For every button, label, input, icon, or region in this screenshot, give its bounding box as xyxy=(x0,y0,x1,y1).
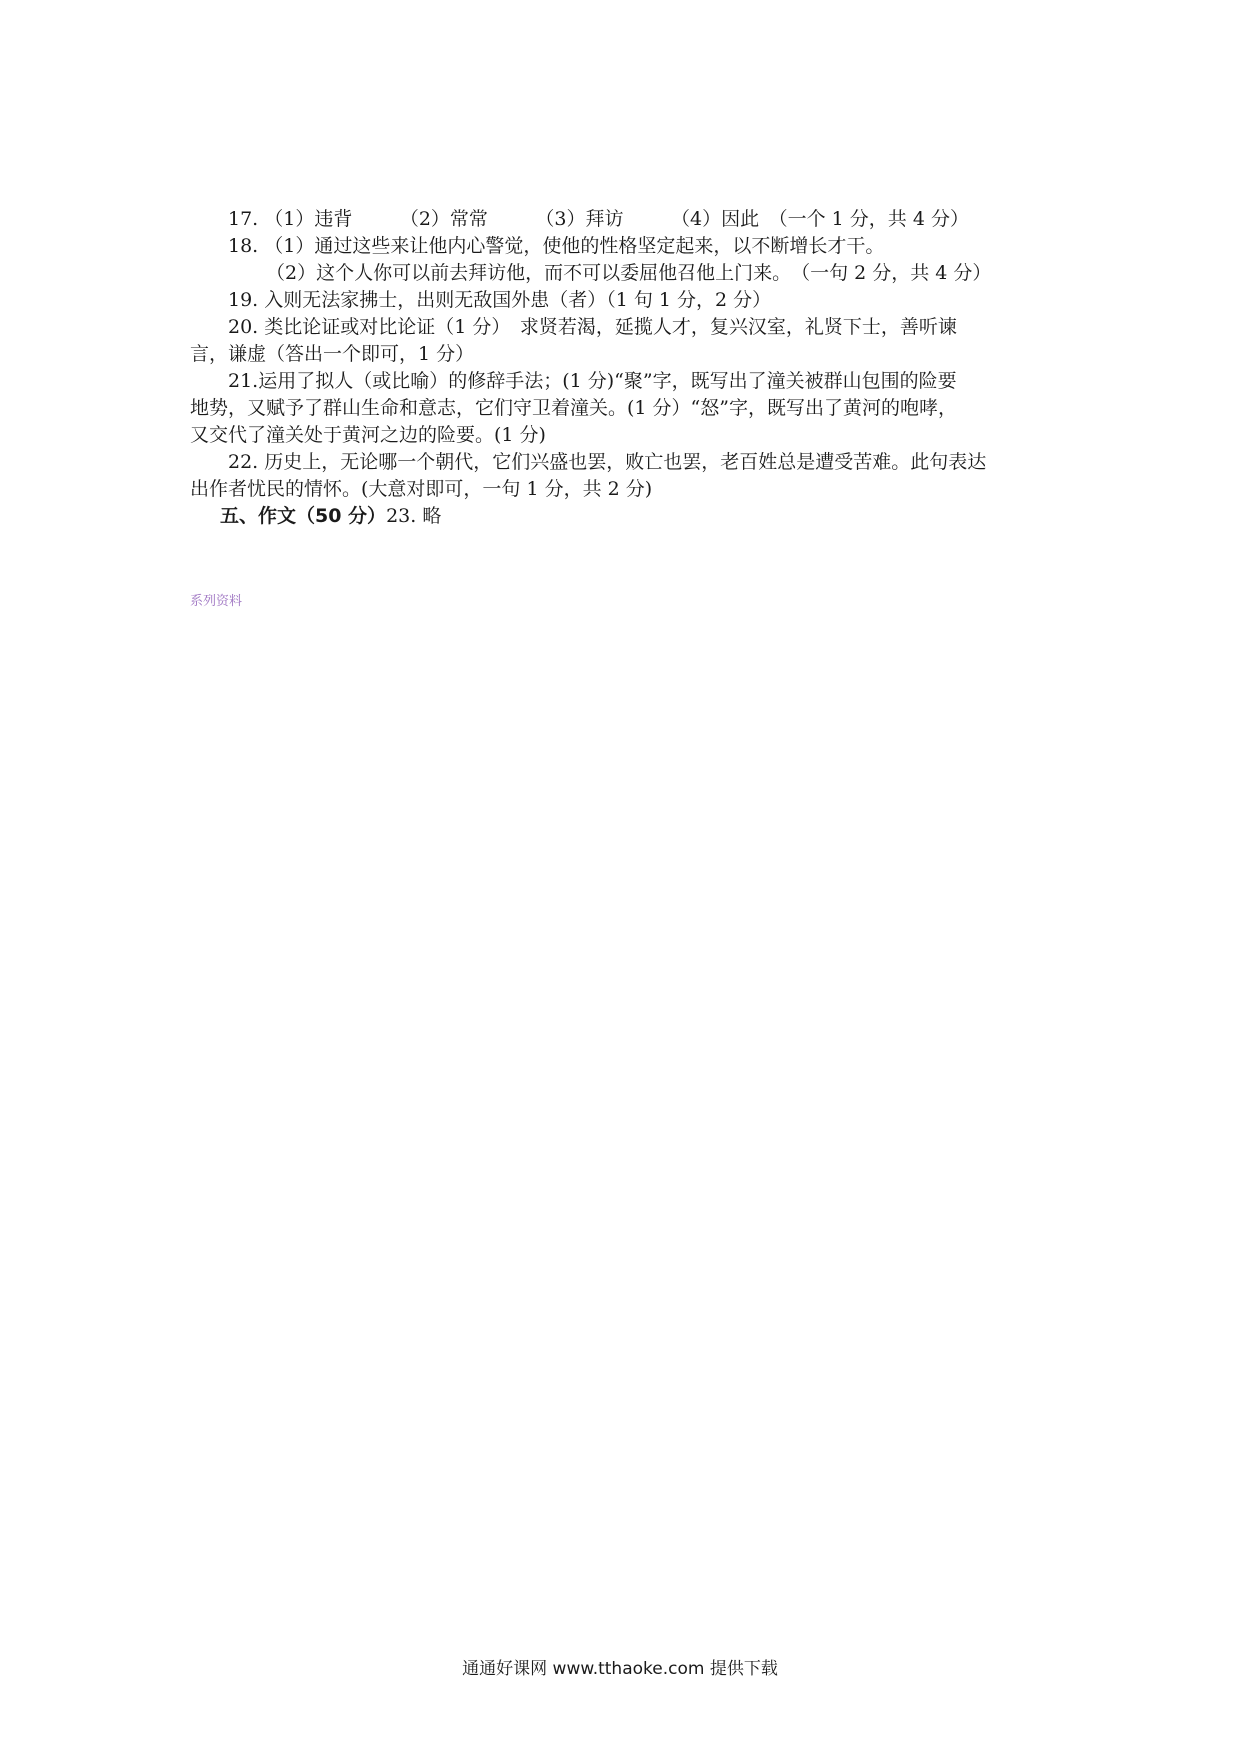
answer-q22-line1: 22. 历史上，无论哪一个朝代，它们兴盛也罢，败亡也罢，老百姓总是遭受苦难。此句表达 xyxy=(228,451,987,473)
essay-answer: 23. 略 xyxy=(386,505,442,527)
answer-key xyxy=(190,206,1060,530)
answer-q20-line1: 20. 类比论证或对比论证（1 分） 求贤若渴，延揽人才，复兴汉室，礼贤下士，善听谏 xyxy=(228,316,957,338)
essay-heading: 五、作文（50 分） xyxy=(220,505,387,527)
answer-q19: 19. 入则无法家拂士，出则无敌国外患（者）（1 句 1 分，2 分） xyxy=(228,289,772,311)
answer-q17: 17. （1）违背 （2）常常 （3）拜访 （4）因此 （一个 1 分，共 4 分） xyxy=(228,208,969,230)
answer-q18-part1: 18. （1）通过这些来让他内心警觉，使他的性格坚定起来，以不断增长才干。 xyxy=(228,235,885,257)
answer-q22-line2: 出作者忧民的情怀。(大意对即可，一句 1 分，共 2 分) xyxy=(190,478,653,500)
answer-q21-line3: 又交代了潼关处于黄河之边的险要。(1 分) xyxy=(190,424,546,446)
page-footer: 通通好课网 www.tthaoke.com 提供下载 xyxy=(462,1659,778,1679)
answer-q21-line2: 地势，又赋予了群山生命和意志，它们守卫着潼关。(1 分）“怒”字，既写出了黄河的咆哮， xyxy=(190,397,957,419)
answer-q21-line1: 21.运用了拟人（或比喻）的修辞手法；(1 分)“聚”字，既写出了潼关被群山包围的险要 xyxy=(228,370,957,392)
essay-section xyxy=(190,503,1060,530)
answer-q18-part2: （2）这个人你可以前去拜访他，而不可以委屈他召他上门来。 （一句 2 分，共 4 分） xyxy=(266,262,992,284)
watermark-link[interactable]: 系列资料 xyxy=(190,594,243,609)
answer-q20-line2: 言，谦虚（答出一个即可，1 分） xyxy=(190,343,475,365)
